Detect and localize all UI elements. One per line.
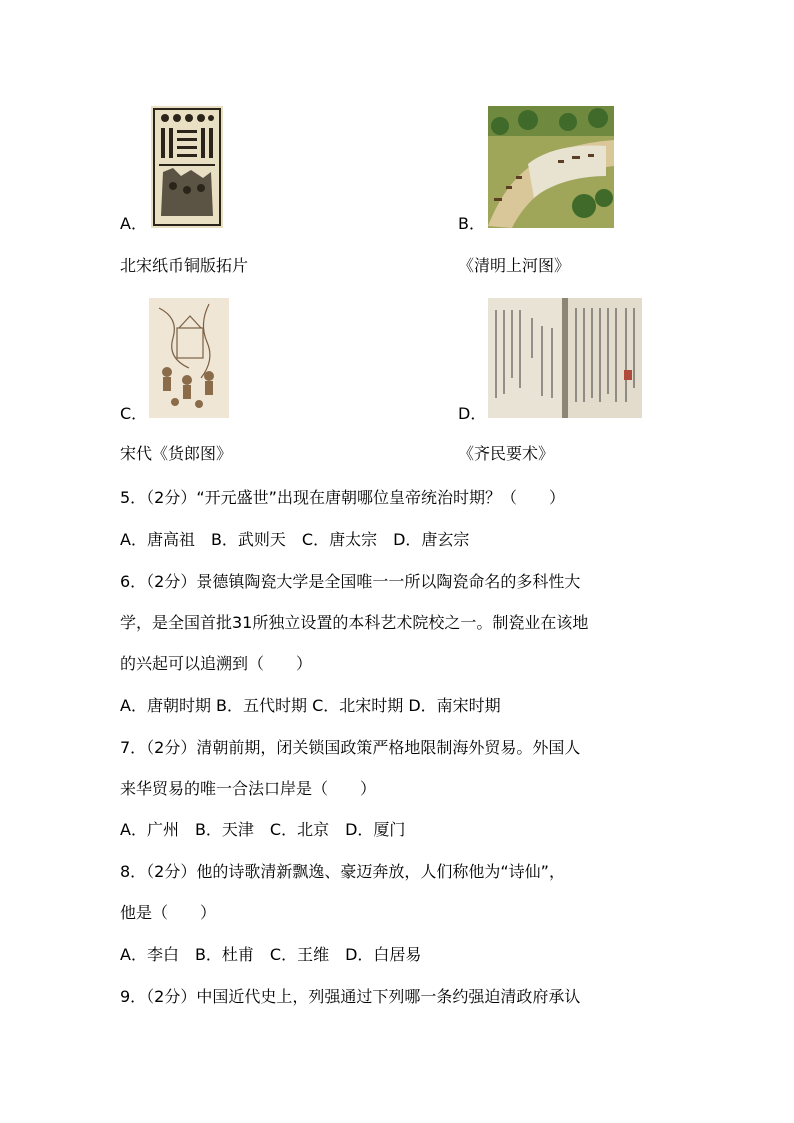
question-5-options: A．唐高祖 B．武则天 C．唐太宗 D．唐玄宗 xyxy=(120,530,470,549)
option-d-letter: D． xyxy=(458,404,487,423)
question-9-stem-line-1: 9．（2分）中国近代史上，列强通过下列哪一条约强迫清政府承认 xyxy=(120,987,581,1006)
paper-money-rubbing-image xyxy=(151,106,223,228)
question-7-stem-line-1: 7．（2分）清朝前期，闭关锁国政策严格地限制海外贸易。外国人 xyxy=(120,738,581,757)
question-7-options: A．广州 B．天津 C．北京 D．厦门 xyxy=(120,820,406,839)
question-5-stem: 5．（2分）“开元盛世”出现在唐朝哪位皇帝统治时期？（ ） xyxy=(120,488,565,507)
question-6-options: A．唐朝时期 B．五代时期 C．北宋时期 D．南宋时期 xyxy=(120,696,501,715)
option-a-caption: 北宋纸币铜版拓片 xyxy=(120,256,249,275)
qimin-yaoshu-book-image xyxy=(488,298,642,418)
question-8-stem-line-1: 8．（2分）他的诗歌清新飘逸、豪迈奔放，人们称他为“诗仙”， xyxy=(120,862,565,881)
option-a-letter: A． xyxy=(120,214,147,233)
question-8-stem-line-2: 他是（ ） xyxy=(120,903,217,922)
option-c-letter: C． xyxy=(120,404,148,423)
huolang-painting-image xyxy=(149,298,229,418)
question-7-stem-line-2: 来华贸易的唯一合法口岸是（ ） xyxy=(120,779,377,798)
option-b-caption: 《清明上河图》 xyxy=(458,256,571,275)
option-d-caption: 《齐民要术》 xyxy=(458,444,555,463)
question-8-options: A．李白 B．杜甫 C．王维 D．白居易 xyxy=(120,945,422,964)
qingming-scroll-painting-image xyxy=(488,106,614,228)
question-6-stem-line-2: 学，是全国首批31所独立设置的本科艺术院校之一。制瓷业在该地 xyxy=(120,613,589,632)
question-6-stem-line-3: 的兴起可以追溯到（ ） xyxy=(120,654,313,673)
option-b-letter: B． xyxy=(458,214,485,233)
option-c-caption: 宋代《货郎图》 xyxy=(120,444,233,463)
question-6-stem-line-1: 6．（2分）景德镇陶瓷大学是全国唯一一所以陶瓷命名的多科性大 xyxy=(120,572,581,591)
